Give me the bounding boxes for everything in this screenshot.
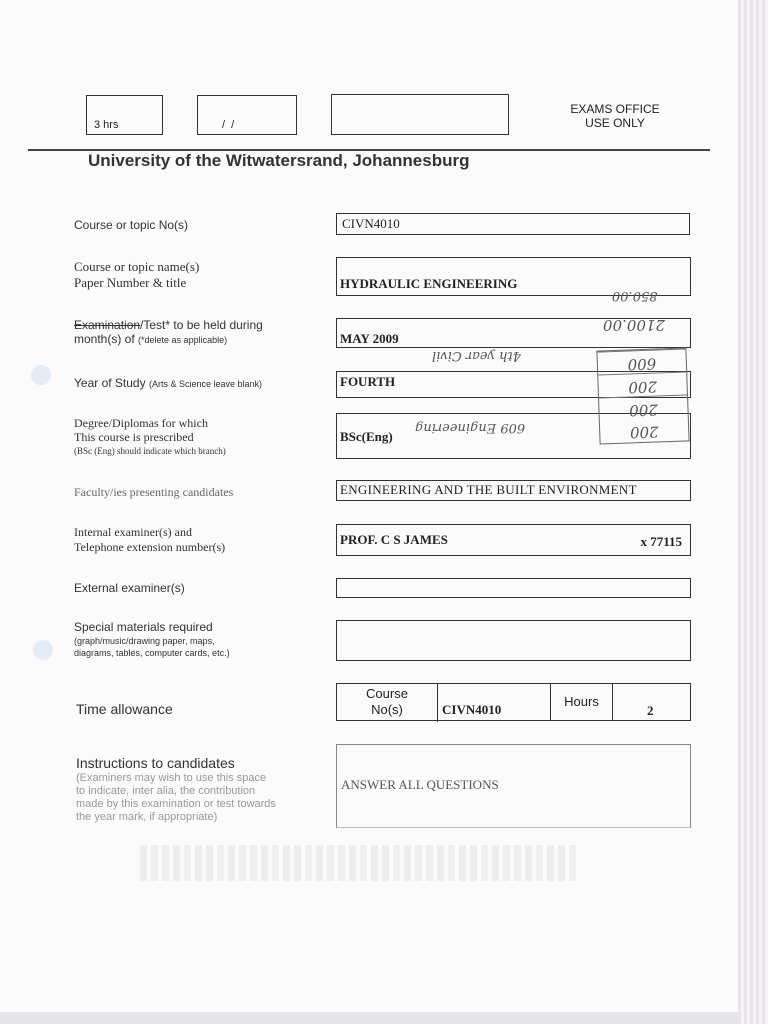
- exam-month-label: Examination/Test* to be held during month(s) of (*delete as applicable): [74, 318, 263, 346]
- tally-2: 200: [598, 371, 687, 397]
- faculty-value: ENGINEERING AND THE BUILT ENVIRONMENT: [340, 482, 637, 497]
- tally-1: 600: [597, 348, 686, 374]
- degree-label: Degree/Diplomas for which This course is prescribed (BSc (Eng) should indicate which branch): [74, 416, 226, 456]
- time-course-value: CIVN4010: [442, 702, 502, 717]
- duration-text: 3 hrs: [94, 119, 119, 131]
- tally-4: 200: [629, 422, 659, 442]
- course-name-value: HYDRAULIC ENGINEERING: [340, 276, 518, 291]
- instructions-field: [336, 744, 691, 828]
- tally-3: 200: [599, 394, 688, 420]
- punch-hole-top: [31, 365, 51, 385]
- instructions-label: Instructions to candidates (Examiners may wish to use this space to indicate, inter alia, the contribution made by this examination or test towards the year mark, if appropriate): [76, 755, 276, 823]
- time-course-header: Course No(s): [337, 684, 438, 722]
- exams-office-label: EXAMS OFFICE USE ONLY: [570, 102, 660, 130]
- date-text: / /: [222, 119, 235, 131]
- internal-examiner-field: [336, 524, 691, 556]
- handwritten-tally-box: [596, 347, 689, 444]
- year-label: Year of Study (Arts & Science leave blank): [74, 376, 263, 390]
- handwritten-note-3: 4th year Civil: [432, 348, 521, 363]
- time-allowance-table: [336, 683, 691, 721]
- year-value: FOURTH: [340, 374, 396, 389]
- instructions-value: ANSWER ALL QUESTIONS: [341, 777, 499, 792]
- faculty-label: Faculty/ies presenting candidates: [74, 485, 234, 499]
- special-materials-label: Special materials required (graph/music/drawing paper, maps, diagrams, tables, computer cards, etc.): [74, 620, 230, 658]
- time-allowance-label: Time allowance: [76, 701, 173, 717]
- course-name-label: Course or topic name(s) Paper Number & title: [74, 259, 200, 290]
- degree-value: BSc(Eng): [340, 429, 393, 444]
- punch-hole-bottom: [33, 640, 53, 660]
- course-no-value: CIVN4010: [342, 216, 400, 231]
- handwritten-note-1: 850.00: [612, 288, 658, 303]
- time-hours-value: 2: [647, 703, 654, 718]
- internal-ext-value: x 77115: [640, 534, 682, 549]
- exam-month-value: MAY 2009: [340, 331, 399, 346]
- external-examiner-label: External examiner(s): [74, 581, 185, 595]
- external-examiner-field: [336, 578, 691, 598]
- handwritten-note-4: 609 Engineering: [415, 420, 526, 435]
- internal-examiner-label: Internal examiner(s) and Telephone extension number(s): [74, 525, 226, 554]
- handwritten-note-2: 2100.00: [603, 316, 666, 334]
- duration-box: [86, 95, 163, 135]
- course-no-field: [336, 213, 690, 235]
- office-box: [331, 94, 509, 135]
- university-title: University of the Witwatersrand, Johannesburg: [88, 151, 470, 170]
- course-no-label: Course or topic No(s): [74, 218, 189, 232]
- internal-examiner-value: PROF. C S JAMES: [340, 532, 448, 547]
- special-materials-field: [336, 620, 691, 661]
- time-hours-header: Hours: [550, 684, 613, 720]
- faculty-field: [336, 480, 691, 501]
- page-edge: [738, 0, 768, 1024]
- show-through-ghost-text: [140, 845, 580, 881]
- date-box: [197, 95, 297, 135]
- page-bottom-edge: [0, 1012, 738, 1024]
